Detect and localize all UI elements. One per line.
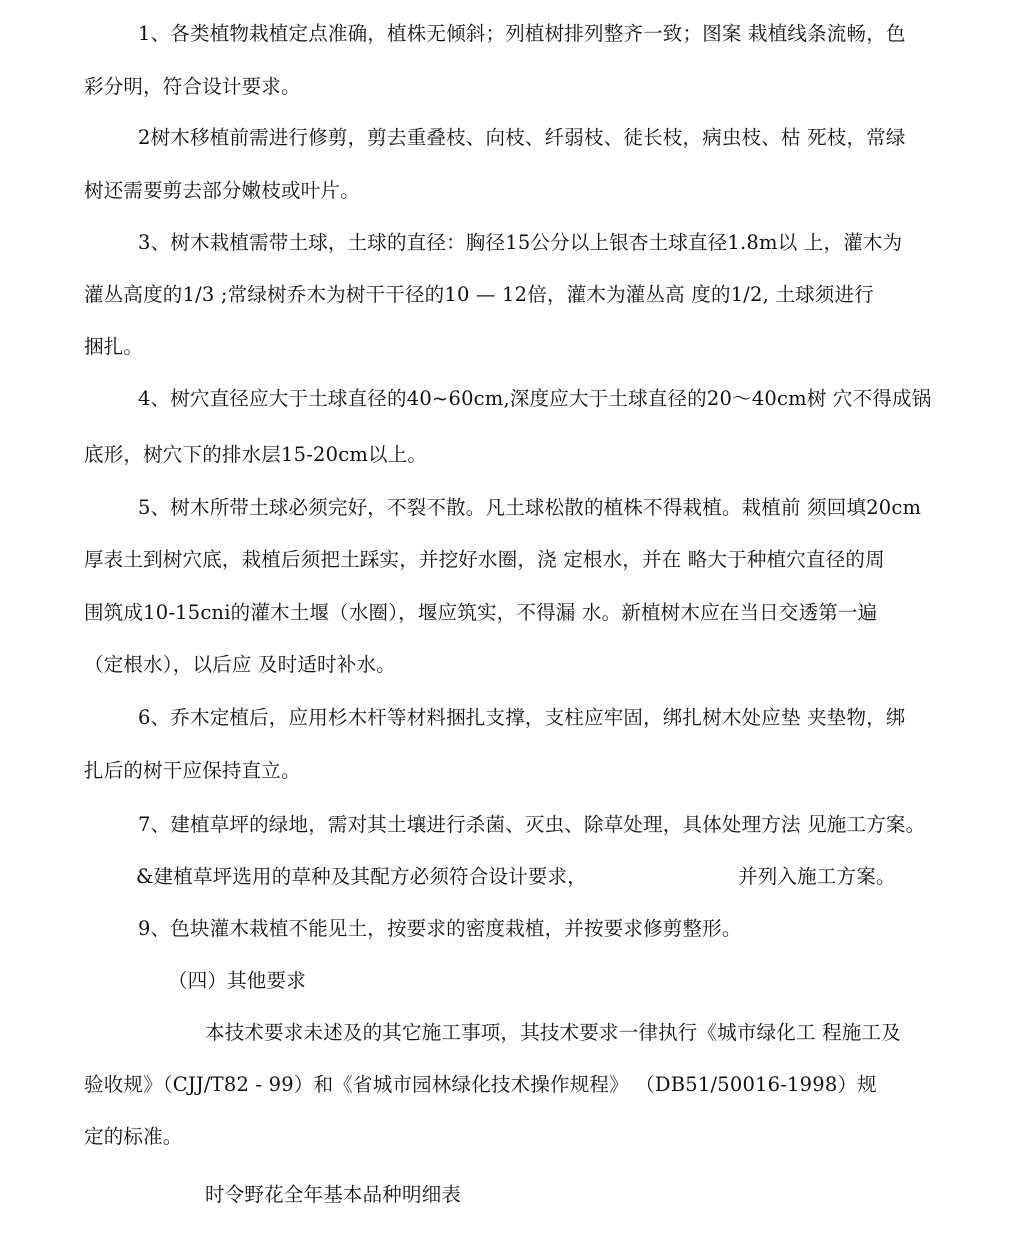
paragraph-4-line-2: 底形，树穴下的排水层15-20cm以上。	[84, 443, 428, 466]
paragraph-2-line-2: 树还需要剪去部分嫩枝或叶片。	[84, 179, 360, 202]
paragraph-3-line-3: 捆扎。	[84, 335, 144, 358]
paragraph-5-line-4: （定根水），以后应 及时适时补水。	[84, 653, 396, 676]
paragraph-4-line-1: 4、树穴直径应大于土球直径的40~60cm,深度应大于土球直径的20～40cm树 穴不得成锅	[138, 387, 932, 410]
paragraph-6-line-1: 6、乔木定植后，应用杉木杆等材料捆扎支撑，支柱应牢固，绑扎树木处应垫 夹垫物，绑	[138, 706, 906, 729]
paragraph-2-line-1: 2树木移植前需进行修剪，剪去重叠枝、向枝、纤弱枝、徒长枝，病虫枝、枯 死枝，常绿	[138, 126, 906, 149]
paragraph-10-line-2: 验收规》（CJJ/T82 - 99）和《省城市园林绿化技术操作规程》 （DB51/50016-1998）规	[84, 1073, 877, 1096]
paragraph-10-line-1: 本技术要求未述及的其它施工事项，其技术要求一律执行《城市绿化工 程施工及	[205, 1021, 901, 1044]
paragraph-5-line-1: 5、树木所带土球必须完好，不裂不散。凡土球松散的植株不得栽植。栽植前 须回填20cm	[138, 496, 922, 519]
paragraph-5-line-2: 厚表土到树穴底，栽植后须把土踩实，并挖好水圈，浇 定根水，并在 略大于种植穴直径的周	[84, 548, 885, 571]
paragraph-3-line-2: 灌丛高度的1/3 ;常绿树乔木为树干干径的10 — 12倍，灌木为灌丛高 度的1/2, 土球须进行	[84, 283, 874, 306]
paragraph-6-line-2: 扎后的树干应保持直立。	[84, 759, 301, 782]
table-title: 时令野花全年基本品种明细表	[205, 1183, 462, 1206]
paragraph-8-text: &建植草坪选用的草种及其配方必须符合设计要求，	[136, 865, 587, 888]
paragraph-1-line-2: 彩分明，符合设计要求。	[84, 75, 301, 98]
paragraph-5-line-3: 围筑成10-15cni的灌木土堰（水圈），堰应筑实，不得漏 水。新植树木应在当日交透第一遍	[84, 601, 878, 624]
paragraph-3-line-1: 3、树木栽植需带土球，土球的直径：胸径15公分以上银杏土球直径1.8m以 上，灌木为	[138, 231, 903, 254]
paragraph-7-line-1: 7、建植草坪的绿地，需对其土壤进行杀菌、灭虫、除草处理，具体处理方法 见施工方案。	[138, 813, 926, 836]
paragraph-9-line-1: 9、色块灌木栽植不能见土，按要求的密度栽植，并按要求修剪整形。	[138, 917, 742, 940]
paragraph-8-text-continued: 并列入施工方案。	[738, 865, 896, 888]
section-heading-other-requirements: （四）其他要求	[168, 969, 306, 992]
paragraph-1-line-1: 1、各类植物栽植定点准确，植株无倾斜；列植树排列整齐一致；图案 栽植线条流畅，色	[138, 22, 906, 45]
paragraph-10-line-3: 定的标准。	[84, 1125, 183, 1148]
